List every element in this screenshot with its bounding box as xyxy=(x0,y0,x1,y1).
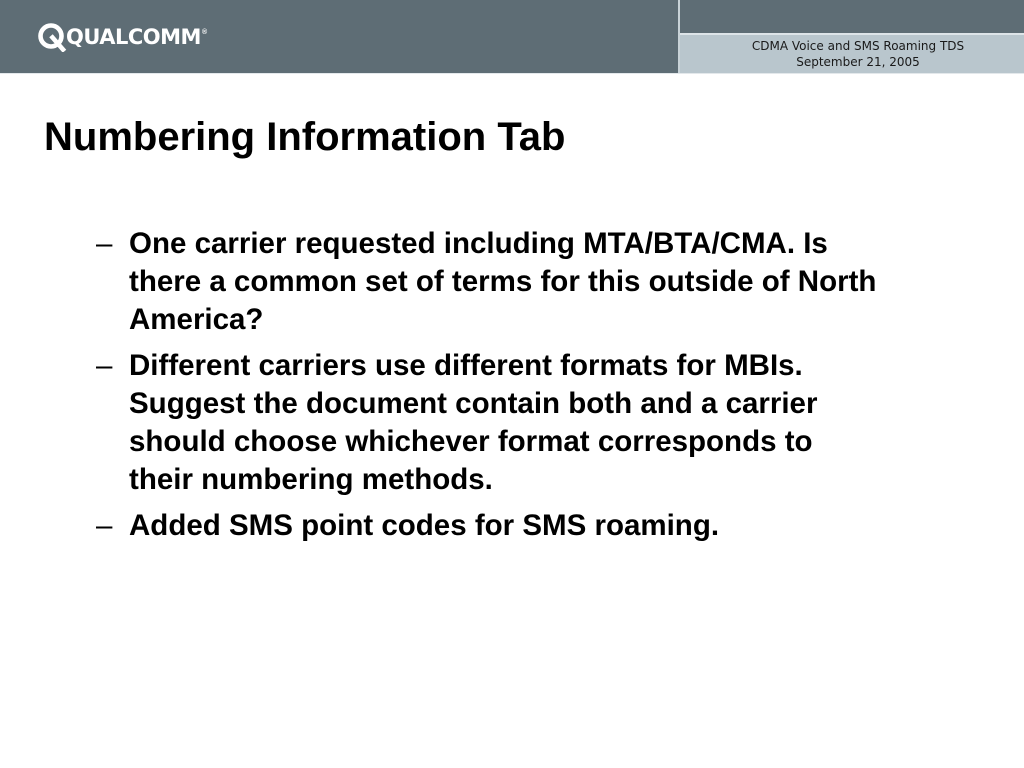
bullet-text-line: One carrier requested including MTA/BTA/CMA. Is xyxy=(129,227,828,260)
header-right-bar xyxy=(680,0,1024,33)
document-date: September 21, 2005 xyxy=(796,55,920,69)
bullet-dash: – xyxy=(96,509,113,542)
bullet-dash: – xyxy=(96,349,113,382)
bullet-text-line: there a common set of terms for this outside of North xyxy=(129,265,877,298)
bullet-text-line: Suggest the document contain both and a carrier xyxy=(129,387,818,420)
logo-wordmark: QUALCOMM xyxy=(66,25,201,49)
document-title: CDMA Voice and SMS Roaming TDS xyxy=(751,39,965,53)
bullet-text-line: their numbering methods. xyxy=(129,463,493,496)
header-bottom-line xyxy=(0,73,1024,74)
logo-q-icon xyxy=(37,22,67,52)
bullet-dash: – xyxy=(96,227,113,260)
slide-title: Numbering Information Tab xyxy=(44,115,566,159)
bullet-item xyxy=(94,225,1014,339)
bullet-text-line: Added SMS point codes for SMS roaming. xyxy=(129,509,720,542)
qualcomm-logo xyxy=(37,20,207,54)
logo-trademark: ® xyxy=(201,28,208,36)
bullet-text-line: should choose whichever format corresponds to xyxy=(129,425,813,458)
document-info xyxy=(680,38,1024,70)
bullet-text-line: America? xyxy=(129,303,264,336)
bullet-item xyxy=(94,347,1014,499)
bullet-text-line: Different carriers use different formats for MBIs. xyxy=(129,349,803,382)
bullet-item xyxy=(94,507,1014,545)
slide-header xyxy=(0,0,1024,73)
bullet-list xyxy=(94,225,1014,553)
